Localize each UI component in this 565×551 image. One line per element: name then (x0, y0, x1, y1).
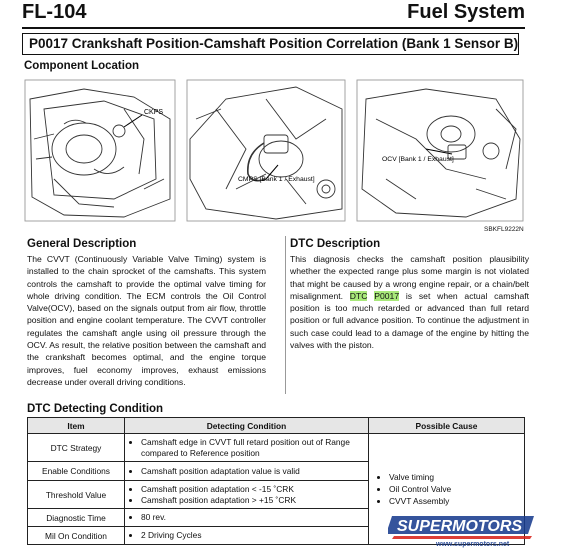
condition-text: • 2 Driving Cycles (141, 530, 364, 541)
dtc-description-heading: DTC Description (290, 238, 381, 250)
cmps-label: CMPS [Bank 1 / Exhaust] (238, 176, 315, 183)
general-description-heading: General Description (27, 238, 137, 250)
condition-text: • 80 rev. (141, 512, 364, 523)
cause-item: • CVVT Assembly (389, 495, 520, 507)
row-condition (125, 462, 369, 481)
column-divider (285, 236, 286, 394)
table-row (28, 434, 525, 462)
row-item: Threshold Value (28, 481, 125, 509)
ckps-illustration (24, 79, 176, 222)
component-location-heading: Component Location (24, 60, 139, 72)
dtc-text-after: is set when actual camshaft position is too much retarded or advanced than full retard position or full advance position. To continue the adjustment in such case could lead to a damage of the engine by hitting the valves with the piston. (290, 290, 530, 351)
row-item: Mil On Condition (28, 527, 125, 545)
highlight-code: P0017 (374, 290, 400, 301)
highlight-dtc: DTC (349, 290, 368, 301)
page-title: P0017 Crankshaft Position-Camshaft Position Correlation (Bank 1 Sensor B) (22, 33, 519, 55)
ckps-label: CKPS (144, 109, 164, 116)
condition-text: • Camshaft position adaptation < -15 ˚CRK (141, 484, 364, 495)
section-code: FL-104 (22, 1, 87, 23)
general-description-text: The CVVT (Continuously Variable Valve Timing) system is installed to the chain sprocket of the camshafts. This system controls the camshaft to provide the optimal valve timing for whole driving condition. The ECM controls the Oil Control Valve(OCV), based on the signals output from air flow, throttle position and engine coolant temperature. The CVVT controller regulates the camshaft angle using oil pressure through the OCV. As result, the relative position between the camshaft and the crankshaft becomes optimal, and the engine torque improves, fuel economy improves, exhaust emissions decrease under overall driving conditions. (27, 254, 266, 387)
condition-text: • Camshaft position adaptation > +15 ˚CRK (141, 495, 364, 506)
watermark-brand: SUPERMOTORS (397, 518, 523, 535)
cmps-illustration (186, 79, 346, 222)
page-header (0, 0, 565, 26)
table-header-row (28, 418, 525, 434)
cause-item: • Oil Control Valve (389, 483, 520, 495)
row-item: Diagnostic Time (28, 509, 125, 527)
column-header-condition: Detecting Condition (125, 418, 369, 434)
header-rule (22, 27, 525, 29)
section-title: Fuel System (407, 1, 525, 23)
component-location-figure (24, 79, 524, 222)
condition-text: • Camshaft edge in CVVT full retard position out of Range compared to Reference position (141, 437, 364, 459)
row-condition (125, 481, 369, 509)
condition-text: • Camshaft position adaptation value is valid (141, 466, 364, 477)
row-item: Enable Conditions (28, 462, 125, 481)
row-item: DTC Strategy (28, 434, 125, 462)
ocv-label: OCV [Bank 1 / Exhaust] (382, 156, 454, 163)
cause-item: • Valve timing (389, 471, 520, 483)
ocv-illustration (356, 79, 524, 222)
row-condition (125, 509, 369, 527)
row-condition (125, 434, 369, 462)
dtc-text-before: This diagnosis checks the camshaft position plausibility whether the expected range plus some margin is not violated that might be caused by a wrong engine repair, or a chain/belt misalignment. (290, 254, 529, 301)
column-header-cause: Possible Cause (369, 418, 525, 434)
figure-code: SBKFL9222N (484, 226, 524, 233)
supermotors-watermark-logo (388, 512, 538, 548)
column-header-item: Item (28, 418, 125, 434)
dtc-detecting-condition-heading: DTC Detecting Condition (27, 403, 164, 415)
dtc-description-text (290, 253, 529, 351)
watermark-url: www.supermotors.net (436, 541, 510, 548)
row-condition (125, 527, 369, 545)
